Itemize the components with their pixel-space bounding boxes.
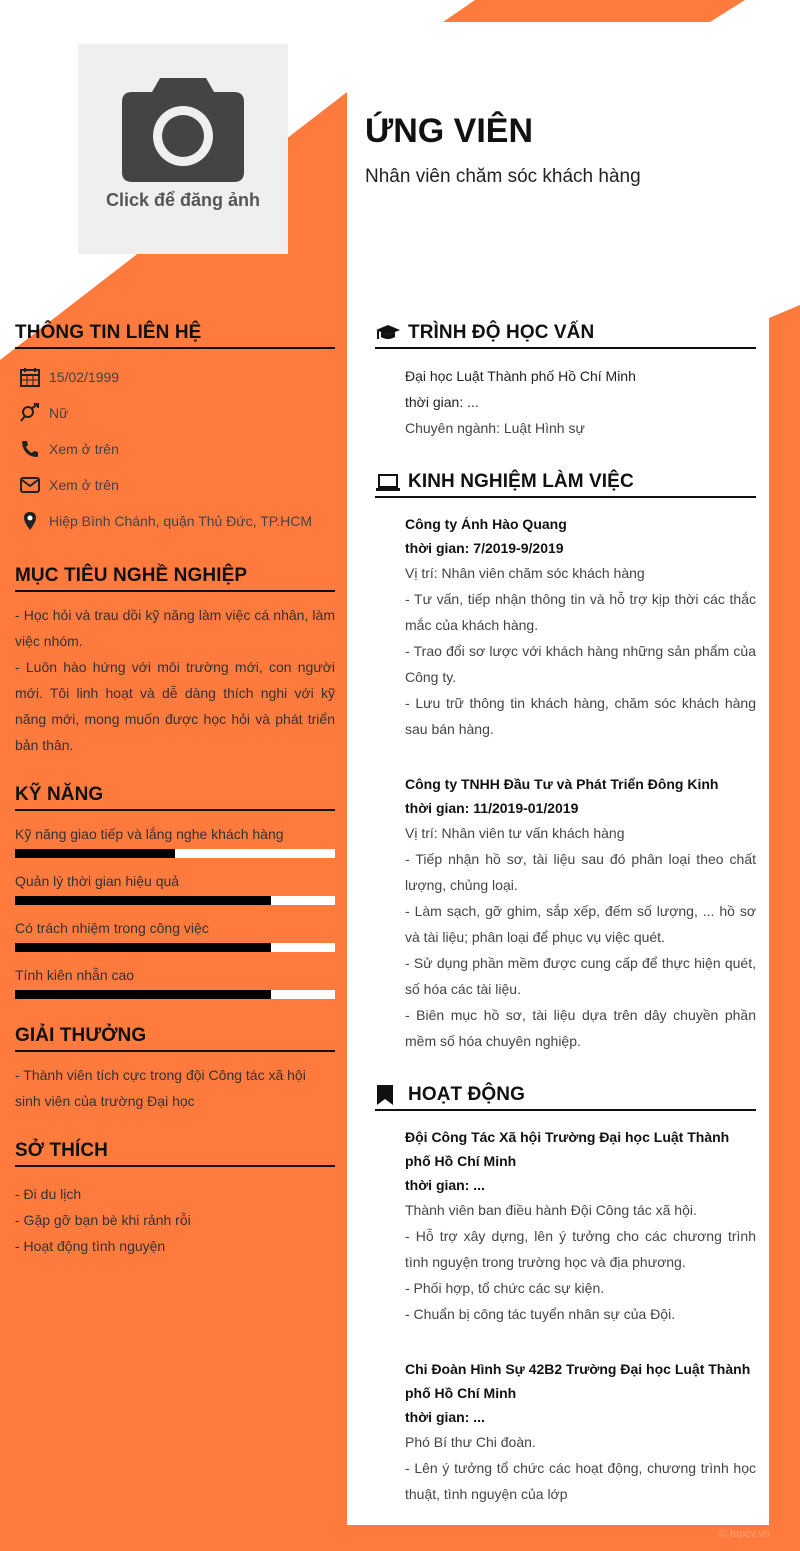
job-time: thời gian: 11/2019-01/2019 (405, 800, 579, 816)
activity-time: thời gian: ... (405, 1409, 485, 1425)
skill-label: Có trách nhiệm trong công việc (15, 920, 209, 936)
contact-item-email (15, 467, 335, 503)
education-heading: TRÌNH ĐỘ HỌC VẤN (408, 322, 595, 343)
award-line: - Thành viên tích cực trong đội Công tác xã hội sinh viên của trường Đại học (15, 1067, 306, 1109)
experience-heading: KINH NGHIỆM LÀM VIỆC (408, 471, 634, 492)
calendar-icon (19, 367, 41, 387)
hobbies-heading: SỞ THÍCH (15, 1136, 335, 1167)
skill-bar-fill (15, 990, 271, 999)
watermark: © topcv.vn (718, 1528, 770, 1540)
email-icon (19, 475, 41, 495)
activity-line: - Chuẩn bị công tác tuyển nhân sự của Đội. (405, 1306, 676, 1322)
job-line: - Sử dụng phần mềm được cung cấp để thực hiện quét, số hóa các tài liệu. (405, 955, 756, 997)
skill-bar-fill (15, 896, 271, 905)
hobby-line: - Gặp gỡ bạn bè khi rảnh rỗi (15, 1212, 191, 1228)
activity-line: Thành viên ban điều hành Đội Công tác xã hội. (405, 1202, 697, 1218)
location-pin-icon (19, 511, 41, 531)
photo-upload-caption: Click để đăng ảnh (105, 190, 261, 210)
address-text: Hiệp Bình Chánh, quận Thủ Đức, TP.HCM (49, 513, 313, 529)
activity-entry (405, 1357, 756, 1507)
contact-item-phone (15, 431, 335, 467)
gender-text: Nữ (49, 405, 69, 421)
left-column (15, 318, 335, 1281)
skills-section (15, 780, 335, 999)
hobby-line: - Đi du lịch (15, 1186, 82, 1202)
right-column (375, 318, 756, 1529)
experience-title (375, 467, 756, 498)
laptop-icon (375, 471, 401, 493)
awards-section (15, 1021, 335, 1114)
job-line: - Tiếp nhận hồ sơ, tài liệu sau đó phân loại theo chất lượng, chủng loại. (405, 851, 756, 893)
activity-line: - Hỗ trợ xây dựng, lên ý tưởng cho các chương trình tình nguyện trong trường học và địa phương. (405, 1228, 756, 1270)
skill-item (15, 919, 335, 952)
education-school: Đại học Luật Thành phố Hồ Chí Minh (405, 368, 636, 384)
contact-item-gender (15, 395, 335, 431)
objective-text (15, 602, 335, 758)
job-time: thời gian: 7/2019-9/2019 (405, 540, 564, 556)
objective-heading: MỤC TIÊU NGHỀ NGHIỆP (15, 561, 335, 592)
job-line: - Làm sạch, gỡ ghim, sắp xếp, đếm số lượng, ... hồ sơ và tài liệu; phân loại để phục vụ việc quét. (405, 903, 756, 945)
hobbies-section (15, 1136, 335, 1259)
job-line: Vị trí: Nhân viên chăm sóc khách hàng (405, 565, 645, 581)
job-line: Vị trí: Nhân viên tư vấn khách hàng (405, 825, 625, 841)
job-company: Công ty TNHH Đầu Tư và Phát Triển Đông Kinh (405, 776, 719, 792)
activity-entry (405, 1125, 756, 1327)
bookmark-icon (375, 1084, 401, 1106)
awards-text (15, 1062, 335, 1114)
job-line: - Lưu trữ thông tin khách hàng, chăm sóc khách hàng sau bán hàng. (405, 695, 756, 737)
skill-item (15, 872, 335, 905)
awards-heading: GIẢI THƯỞNG (15, 1021, 335, 1052)
skill-item (15, 825, 335, 858)
activities-title (375, 1080, 756, 1111)
education-entry (405, 363, 756, 441)
skill-item (15, 966, 335, 999)
skill-bar (15, 990, 335, 999)
contact-item-address (15, 503, 335, 539)
activity-line: Phó Bí thư Chi đoàn. (405, 1434, 536, 1450)
objective-section (15, 561, 335, 758)
skill-label: Quản lý thời gian hiệu quả (15, 873, 180, 889)
email-text[interactable]: Xem ở trên (49, 477, 119, 493)
contact-heading: THÔNG TIN LIÊN HỆ (15, 318, 335, 349)
education-major: Chuyên ngành: Luật Hình sự (405, 420, 585, 436)
job-entry (405, 512, 756, 742)
graduation-cap-icon (375, 322, 401, 344)
contact-item-birthday (15, 359, 335, 395)
contact-section (15, 318, 335, 539)
objective-line: - Học hỏi và trau dồi kỹ năng làm việc cá nhân, làm việc nhóm. (15, 607, 335, 649)
skill-bar (15, 849, 335, 858)
activity-org: Đội Công Tác Xã hội Trường Đại học Luật Thành phố Hồ Chí Minh (405, 1129, 730, 1169)
job-line: - Biên mục hồ sơ, tài liệu dựa trên dây chuyền phần mềm số hóa chuyên nghiệp. (405, 1007, 756, 1049)
skills-heading: KỸ NĂNG (15, 780, 335, 811)
gender-icon (19, 403, 41, 423)
candidate-name: ỨNG VIÊN (365, 112, 534, 150)
job-company: Công ty Ánh Hào Quang (405, 516, 567, 532)
skill-label: Kỹ năng giao tiếp và lắng nghe khách hàng (15, 826, 284, 842)
camera-icon (120, 74, 246, 184)
job-entry (405, 772, 756, 1054)
skill-bar (15, 943, 335, 952)
skill-bar-fill (15, 849, 175, 858)
education-section (375, 318, 756, 441)
education-title (375, 318, 756, 349)
activity-line: - Phối hợp, tổ chức các sự kiện. (405, 1280, 605, 1296)
activities-section (375, 1080, 756, 1507)
job-line: - Trao đổi sơ lược với khách hàng những sản phẩm của Công ty. (405, 643, 756, 685)
experience-section (375, 467, 756, 1054)
skill-bar (15, 896, 335, 905)
activity-line: - Lên ý tưởng tổ chức các hoạt động, chương trình học thuật, tình nguyện của lớp (405, 1460, 756, 1502)
phone-icon (19, 439, 41, 459)
photo-upload[interactable] (78, 44, 288, 254)
birthday-text: 15/02/1999 (49, 369, 120, 385)
activity-time: thời gian: ... (405, 1177, 485, 1193)
contact-list (15, 359, 335, 539)
candidate-title: Nhân viên chăm sóc khách hàng (365, 166, 641, 187)
job-line: - Tư vấn, tiếp nhận thông tin và hỗ trợ kịp thời các thắc mắc của khách hàng. (405, 591, 756, 633)
activity-org: Chi Đoàn Hình Sự 42B2 Trường Đại học Luật Thành phố Hồ Chí Minh (405, 1361, 751, 1401)
phone-text[interactable]: Xem ở trên (49, 441, 119, 457)
hobbies-text (15, 1181, 335, 1259)
skill-label: Tính kiên nhẫn cao (15, 967, 135, 983)
activities-heading: HOẠT ĐỘNG (408, 1084, 526, 1105)
education-time: thời gian: ... (405, 394, 479, 410)
hobby-line: - Hoạt động tình nguyện (15, 1238, 166, 1254)
skill-bar-fill (15, 943, 271, 952)
objective-line: - Luôn hào hứng với môi trường mới, con người mới. Tôi linh hoạt và dễ dàng thích nghi với kỹ năng mới, mong muốn được học hỏi và phát triển bản thân. (15, 659, 335, 753)
